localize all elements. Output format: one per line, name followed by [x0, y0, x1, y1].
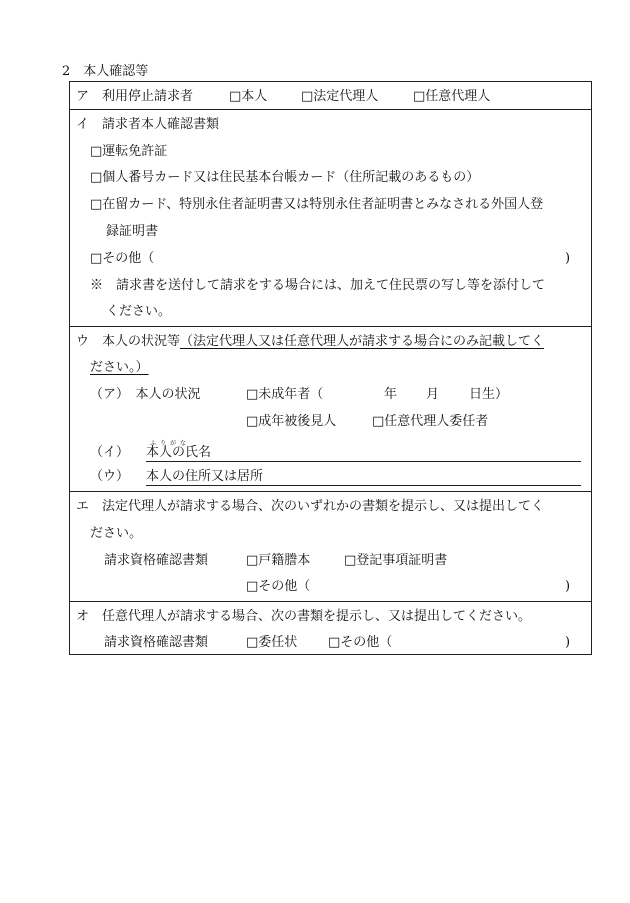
row-divider [70, 109, 591, 110]
legal-agent-instruction-cont: ださい。 [90, 526, 143, 541]
person-address-label-num: （ウ） [90, 469, 130, 484]
person-address-label: 本人の住所又は居所 [146, 469, 264, 484]
adult-ward-option[interactable]: □成年被後見人 [246, 414, 337, 429]
id-doc-note: ※ 請求書を送付して請求をする場合には、加えて住民票の写し等を添付して [90, 278, 546, 293]
person-status-title-cont: ださい。） [90, 360, 149, 375]
voluntary-agent-doc-label: 請求資格確認書類 [104, 635, 209, 650]
voluntary-principal-option[interactable]: □任意代理人委任者 [372, 414, 489, 429]
name-ruby: ふりがな [150, 440, 191, 447]
person-condition-label: （ア） 本人の状況 [90, 387, 201, 402]
legal-agent-doc-label: 請求資格確認書類 [104, 553, 209, 568]
id-doc-residence-card[interactable]: □在留カード、特別永住者証明書又は特別永住者証明書とみなされる外国人登 [90, 197, 544, 212]
id-doc-drivers-license[interactable]: □運転免許証 [90, 144, 168, 159]
legal-doc-other[interactable]: □その他（ [246, 579, 311, 594]
legal-doc-other-close: ) [565, 579, 571, 594]
id-doc-my-number-card[interactable]: □個人番号カード又は住民基本台帳カード（住所記載のあるもの） [90, 170, 480, 185]
legal-doc-registry-certificate[interactable]: □登記事項証明書 [344, 553, 448, 568]
birth-month-label: 月 [426, 387, 440, 402]
id-doc-other-close: ) [565, 251, 571, 266]
identity-verification-table [69, 81, 592, 655]
birth-day-label: 日生） [469, 387, 509, 402]
row-divider [70, 601, 591, 602]
requester-option-voluntary-agent[interactable]: □任意代理人 [413, 89, 491, 104]
id-documents-title: イ 請求者本人確認書類 [76, 117, 220, 132]
id-doc-other[interactable]: □その他（ [90, 251, 155, 266]
person-address-input-line[interactable] [146, 485, 581, 486]
requester-label: ア 利用停止請求者 [76, 89, 194, 104]
row-divider [70, 326, 591, 327]
person-name-label: 本人の氏名 [146, 445, 212, 460]
person-status-title: ウ 本人の状況等（法定代理人又は任意代理人が請求する場合にのみ記載してく [76, 334, 545, 349]
row-divider [70, 491, 591, 492]
voluntary-doc-power-of-attorney[interactable]: □委任状 [246, 635, 298, 650]
person-name-input-line[interactable] [146, 461, 581, 462]
legal-agent-instruction: エ 法定代理人が請求する場合、次のいずれかの書類を提示し、又は提出してく [76, 499, 545, 514]
minor-option[interactable]: □未成年者（ [246, 387, 324, 402]
id-doc-residence-card-cont: 録証明書 [106, 224, 159, 239]
person-name-label-num: （イ） [90, 445, 130, 460]
legal-doc-family-register[interactable]: □戸籍謄本 [246, 553, 311, 568]
id-doc-note-cont: ください。 [106, 304, 172, 319]
requester-option-legal-agent[interactable]: □法定代理人 [301, 89, 379, 104]
section-heading: 2 本人確認等 [62, 64, 149, 79]
birth-year-label: 年 [384, 387, 398, 402]
voluntary-agent-instruction: オ 任意代理人が請求する場合、次の書類を提示し、又は提出してください。 [76, 609, 532, 624]
voluntary-doc-other[interactable]: □その他（ [328, 635, 393, 650]
requester-option-self[interactable]: □本人 [229, 89, 268, 104]
voluntary-doc-other-close: ) [565, 635, 571, 650]
